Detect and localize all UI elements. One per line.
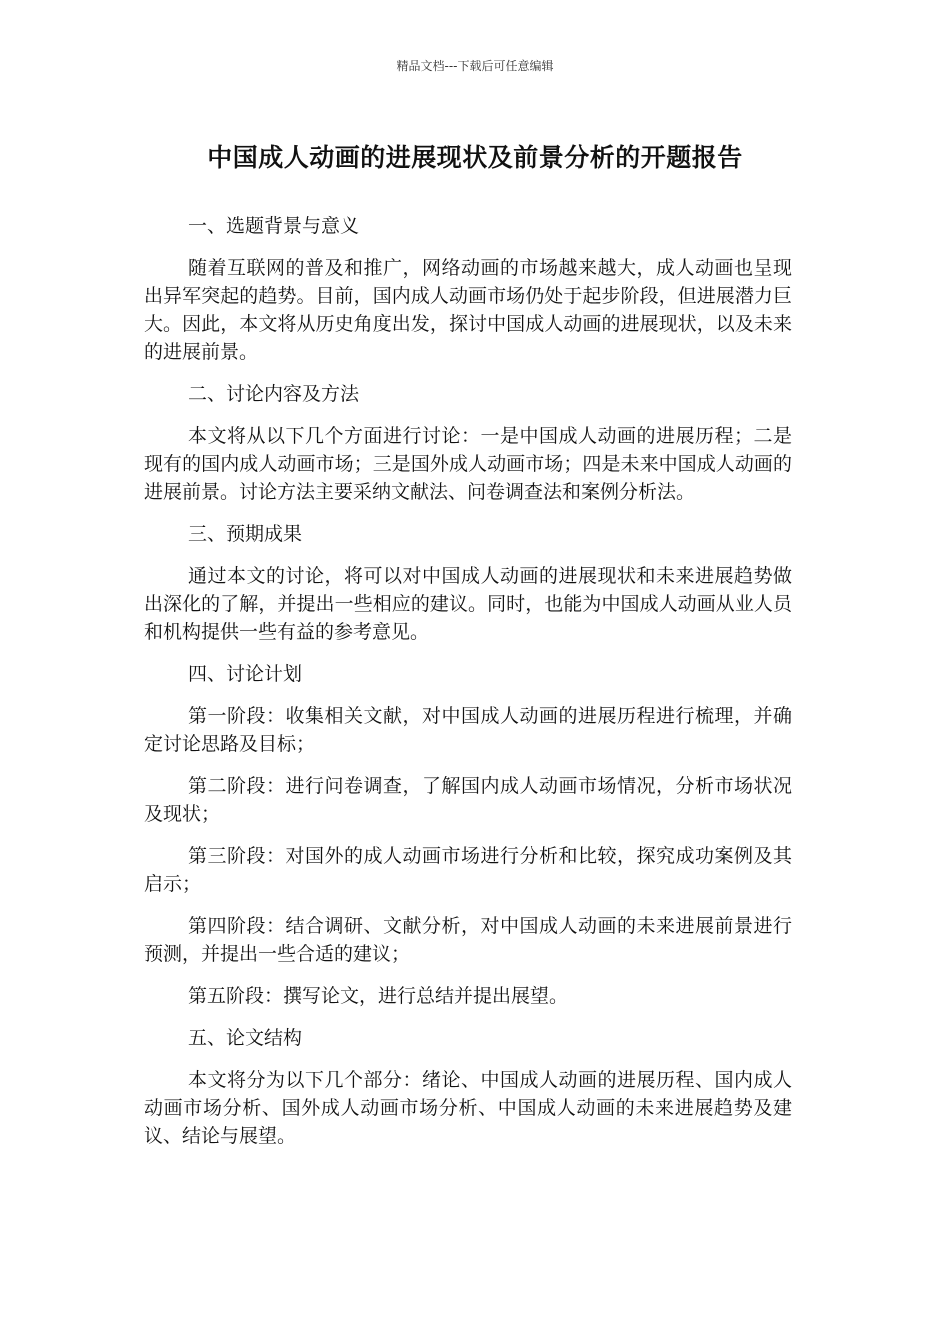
paragraph: 通过本文的讨论，将可以对中国成人动画的进展现状和未来进展趋势做出深化的了解，并提出一些相应的建议。同时，也能为中国成人动画从业人员和机构提供一些有益的参考意见。 — [144, 565, 792, 643]
paragraph: 随着互联网的普及和推广，网络动画的市场越来越大，成人动画也呈现出异军突起的趋势。目前，国内成人动画市场仍处于起步阶段，但进展潜力巨大。因此，本文将从历史角度出发，探讨中国成人动画的进展现状，以及未来的进展前景。 — [144, 257, 792, 363]
paragraph: 本文将从以下几个方面进行讨论：一是中国成人动画的进展历程；二是现有的国内成人动画市场；三是国外成人动画市场；四是未来中国成人动画的进展前景。讨论方法主要采纳文献法、问卷调查法和案例分析法。 — [144, 425, 792, 503]
paragraph: 第二阶段：进行问卷调查，了解国内成人动画市场情况，分析市场状况及现状； — [144, 775, 792, 825]
section-heading: 五、论文结构 — [188, 1027, 303, 1049]
paragraph: 本文将分为以下几个部分：绪论、中国成人动画的进展历程、国内成人动画市场分析、国外成人动画市场分析、中国成人动画的未来进展趋势及建议、结论与展望。 — [144, 1069, 792, 1147]
section-heading: 四、讨论计划 — [188, 663, 303, 685]
paragraph: 第三阶段：对国外的成人动画市场进行分析和比较，探究成功案例及其启示； — [144, 845, 792, 895]
document-title: 中国成人动画的进展现状及前景分析的开题报告 — [207, 143, 743, 172]
section-heading: 二、讨论内容及方法 — [188, 383, 360, 405]
header-note: 精品文档---下载后可任意编辑 — [396, 59, 554, 73]
section-heading: 三、预期成果 — [188, 523, 303, 545]
paragraph: 第一阶段：收集相关文献，对中国成人动画的进展历程进行梳理，并确定讨论思路及目标； — [144, 705, 792, 755]
paragraph: 第五阶段：撰写论文，进行总结并提出展望。 — [188, 985, 569, 1007]
document-body — [144, 212, 792, 1164]
paragraph: 第四阶段：结合调研、文献分析，对中国成人动画的未来进展前景进行预测，并提出一些合适的建议； — [144, 915, 792, 965]
section-heading: 一、选题背景与意义 — [188, 215, 360, 237]
